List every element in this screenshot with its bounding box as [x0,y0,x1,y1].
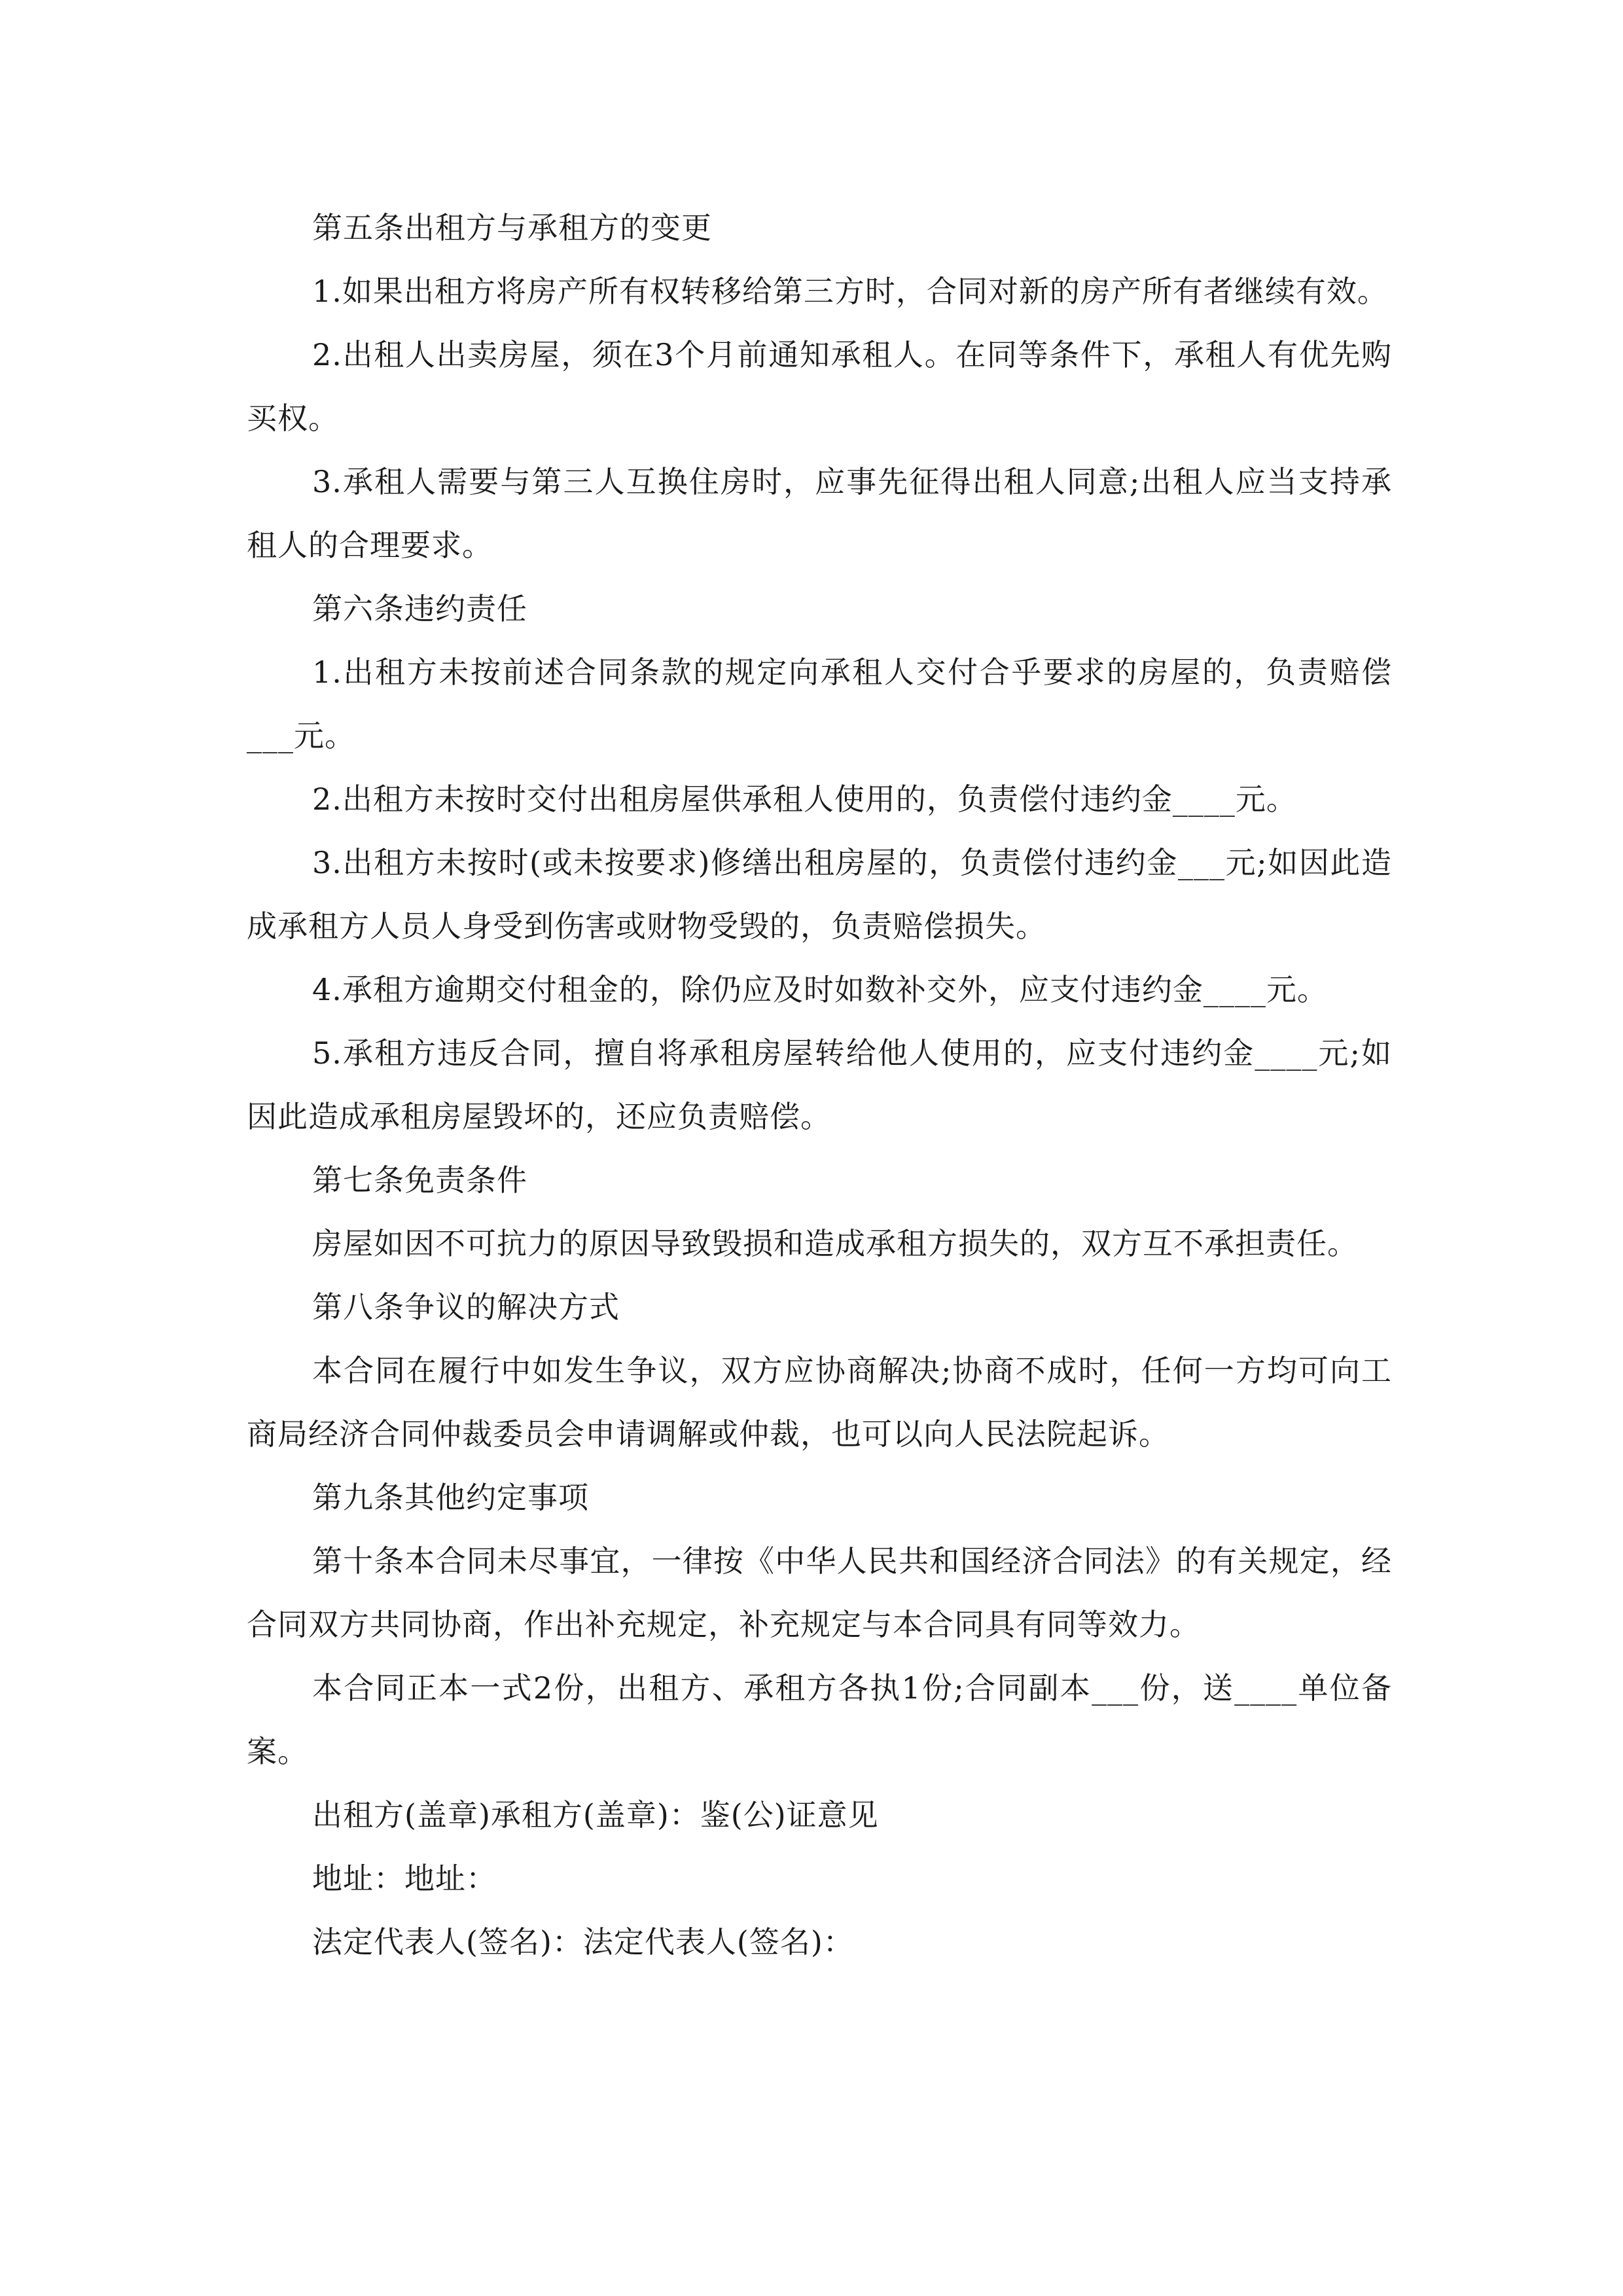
signature-seal-line: 出租方(盖章)承租方(盖章)：鉴(公)证意见 [312,1797,879,1833]
article-5-clause-3: 3.承租人需要与第三人互换住房时，应事先征得出租人同意;出租人应当支持承租人的合理要求。 [247,464,1392,563]
article-5-heading: 第五条出租方与承租方的变更 [312,210,712,245]
article-7-text: 房屋如因不可抗力的原因导致毁损和造成承租方损失的，双方互不承担责任。 [312,1226,1358,1261]
article-7-heading: 第七条免责条件 [312,1162,527,1198]
document-body [247,196,1392,1974]
article-5-clause-2: 2.出租人出卖房屋，须在3个月前通知承租人。在同等条件下，承租人有优先购买权。 [247,337,1392,436]
article-8-text: 本合同在履行中如发生争议，双方应协商解决;协商不成时，任何一方均可向工商局经济合同仲裁委员会申请调解或仲裁，也可以向人民法院起诉。 [247,1353,1392,1452]
article-6-clause-1: 1.出租方未按前述合同条款的规定向承租人交付合乎要求的房屋的，负责赔偿___元。 [247,655,1392,753]
article-6-clause-3: 3.出租方未按时(或未按要求)修缮出租房屋的，负责偿付违约金___元;如因此造成承租方人员人身受到伤害或财物受毁的，负责赔偿损失。 [247,845,1392,944]
copies-clause: 本合同正本一式2份，出租方、承租方各执1份;合同副本___份，送____单位备案。 [247,1670,1393,1769]
article-8-heading: 第八条争议的解决方式 [312,1289,620,1325]
signature-representative-line: 法定代表人(签名)：法定代表人(签名)： [312,1924,854,1960]
article-6-clause-2: 2.出租方未按时交付出租房屋供承租人使用的，负责偿付违约金____元。 [312,781,1297,817]
signature-address-line: 地址：地址： [312,1861,497,1896]
article-6-clause-4: 4.承租方逾期交付租金的，除仍应及时如数补交外，应支付违约金____元。 [312,972,1328,1007]
article-6-clause-5: 5.承租方违反合同，擅自将承租房屋转给他人使用的，应支付违约金____元;如因此造成承租房屋毁坏的，还应负责赔偿。 [247,1035,1392,1134]
article-5-clause-1: 1.如果出租方将房产所有权转移给第三方时，合同对新的房产所有者继续有效。 [312,274,1388,309]
article-9-heading: 第九条其他约定事项 [312,1480,589,1515]
article-10-text: 第十条本合同未尽事宜，一律按《中华人民共和国经济合同法》的有关规定，经合同双方共同协商，作出补充规定，补充规定与本合同具有同等效力。 [247,1543,1392,1642]
article-6-heading: 第六条违约责任 [312,591,527,626]
